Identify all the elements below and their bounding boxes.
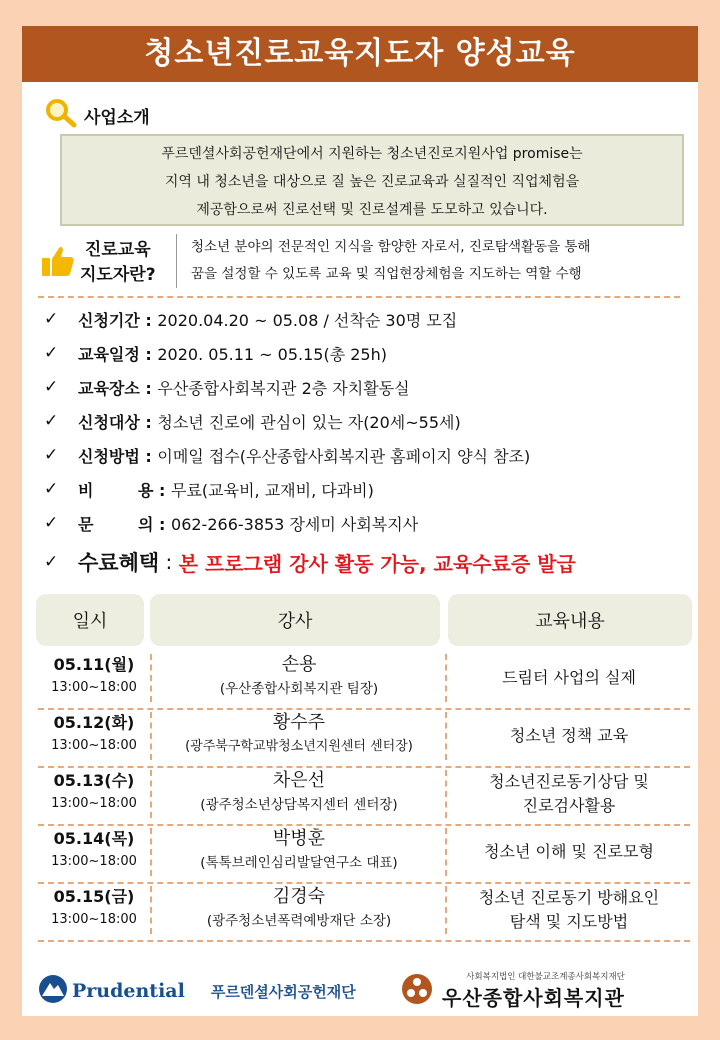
row-date: [38, 710, 150, 762]
mentor-label-line: 지도자란?: [80, 265, 156, 285]
check-icon: ✓: [44, 343, 59, 363]
wusan-name: 우산종합사회복지관: [442, 986, 625, 1010]
row-date: [38, 768, 150, 820]
info-item-cost: [44, 472, 684, 506]
check-icon: ✓: [44, 309, 59, 329]
lecturer-name: 손용: [281, 654, 317, 675]
prudential-logo: [38, 974, 356, 1008]
row-content: 청소년진로동기상담 및 진로검사활용: [489, 772, 649, 815]
cell-divider: [445, 828, 447, 876]
lecturer-name: 차은선: [272, 770, 326, 791]
info-item-contact: [44, 506, 684, 540]
check-icon: ✓: [44, 513, 59, 533]
lecturer-name: 황수주: [272, 712, 326, 733]
benefit-value: 본 프로그램 강사 활동 가능, 교육수료증 발급: [178, 551, 576, 576]
table-header-content: 교육내용: [448, 594, 692, 646]
poster-title: 청소년진로교육지도자 양성교육: [22, 26, 698, 82]
prudential-brand: Prudential: [72, 980, 185, 1002]
row-content: 청소년 이해 및 진로모형: [484, 842, 654, 861]
info-value: 우산종합사회복지관 2층 자치활동실: [157, 378, 410, 398]
row-content: 청소년 정책 교육: [509, 726, 629, 745]
cell-divider: [150, 828, 152, 876]
date-text: 05.11(월): [53, 655, 135, 674]
table-row: [38, 768, 690, 826]
divider: [38, 296, 680, 298]
info-item-period: [44, 302, 684, 336]
intro-line: 푸르덴셜사회공헌재단에서 지원하는 청소년진로지원사업 promise는: [161, 146, 583, 162]
intro-heading-label: 사업소개: [84, 107, 150, 128]
info-key: 교육일정 :: [78, 344, 158, 364]
info-key: 교육장소 :: [78, 378, 158, 398]
info-key: 비 용 :: [78, 480, 172, 500]
row-date: [38, 884, 150, 936]
cell-divider: [150, 886, 152, 934]
info-value: 이메일 접수(우산종합사회복지관 홈페이지 양식 참조): [157, 446, 531, 466]
info-value: 2020.04.20 ~ 05.08 / 선착순 30명 모집: [157, 310, 458, 330]
mentor-label-line: 진로교육: [84, 240, 151, 260]
time-text: 13:00~18:00: [51, 738, 137, 753]
mentor-description: [176, 234, 700, 288]
wusan-parent: 사회복지법인 대한불교조계종사회복지재단: [466, 972, 625, 982]
date-text: 05.15(금): [53, 887, 135, 906]
info-key: 신청방법 :: [78, 446, 158, 466]
intro-box: [60, 134, 684, 226]
date-text: 05.14(목): [53, 829, 135, 848]
info-list: [44, 302, 684, 584]
cell-divider: [150, 770, 152, 818]
lecturer-org: (광주청소년폭력예방재단 소장): [206, 913, 392, 929]
check-icon: ✓: [44, 479, 59, 499]
row-lecturer: [154, 768, 444, 816]
info-value: 청소년 진로에 관심이 있는 자(20세~55세): [157, 412, 461, 432]
table-header-date: 일시: [36, 594, 144, 646]
check-icon: ✓: [44, 377, 59, 397]
info-key: 문 의 :: [78, 514, 172, 534]
date-text: 05.13(수): [53, 771, 135, 790]
lecturer-name: 박병훈: [272, 828, 326, 849]
poster: [22, 26, 698, 1016]
check-icon: ✓: [44, 445, 59, 465]
time-text: 13:00~18:00: [51, 680, 137, 695]
mentor-desc-line: 청소년 분야의 전문적인 지식을 함양한 자로서, 진로탐색활동을 통해: [191, 239, 591, 255]
cell-divider: [445, 770, 447, 818]
info-value: 062-266-3853 장세미 사회복지사: [171, 514, 419, 534]
table-row: [38, 884, 690, 942]
table-row: [38, 652, 690, 710]
table-header-lecturer: 강사: [150, 594, 440, 646]
row-content: 드림터 사업의 실제: [502, 668, 636, 687]
lecturer-org: (광주청소년상담복지센터 센터장): [200, 797, 398, 813]
lecturer-org: (광주북구학교밖청소년지원센터 센터장): [185, 739, 413, 754]
time-text: 13:00~18:00: [51, 796, 137, 811]
intro-line: 지역 내 청소년을 대상으로 질 높은 진로교육과 실질적인 직업체험을: [164, 174, 580, 190]
cell-divider: [150, 712, 152, 760]
row-date: [38, 826, 150, 878]
intro-line: 제공함으로써 진로선택 및 진로설계를 도모하고 있습니다.: [196, 202, 548, 218]
info-key: 신청기간 :: [78, 310, 158, 330]
time-text: 13:00~18:00: [51, 854, 137, 869]
table-row: [38, 710, 690, 768]
cell-divider: [445, 654, 447, 702]
wusan-logo: [400, 970, 625, 1011]
cell-divider: [150, 654, 152, 702]
check-icon: ✓: [44, 411, 59, 431]
date-text: 05.12(화): [53, 713, 135, 732]
info-item-method: [44, 438, 684, 472]
magnifier-icon: [44, 98, 78, 132]
info-item-target: [44, 404, 684, 438]
mentor-desc-line: 꿈을 설정할 수 있도록 교육 및 직업현장체험을 지도하는 역할 수행: [191, 266, 582, 282]
row-content: 청소년 진로동기 방해요인 탐색 및 지도방법: [478, 888, 660, 931]
row-lecturer: [154, 884, 444, 932]
wusan-emblem-icon: [400, 972, 434, 1010]
cell-divider: [445, 712, 447, 760]
time-text: 13:00~18:00: [51, 912, 137, 927]
row-date: [38, 652, 150, 704]
rock-logo-icon: [38, 974, 68, 1008]
lecturer-name: 김경숙: [272, 886, 326, 907]
info-value: 무료(교육비, 교재비, 다과비): [171, 480, 374, 500]
table-row: [38, 826, 690, 884]
mentor-label: [80, 238, 156, 288]
row-divider: [38, 940, 690, 942]
info-item-place: [44, 370, 684, 404]
benefit-sep: :: [159, 550, 179, 574]
row-lecturer: [154, 652, 444, 700]
mentor-section: [40, 234, 690, 292]
info-item-benefit: [44, 540, 684, 584]
row-lecturer: [154, 826, 444, 874]
row-lecturer: [154, 710, 444, 758]
info-key: 신청대상 :: [78, 412, 158, 432]
footer: [22, 966, 698, 1016]
intro-heading: [44, 98, 150, 132]
benefit-key: 수료혜택: [78, 551, 160, 575]
lecturer-org: (톡톡브레인심리발달연구소 대표): [200, 855, 398, 871]
info-item-schedule: [44, 336, 684, 370]
foundation-name: 푸르덴셜사회공헌재단: [210, 982, 356, 1001]
check-icon: ✓: [44, 552, 59, 572]
lecturer-org: (우산종합사회복지관 팀장): [219, 681, 379, 697]
thumbs-up-icon: [40, 244, 76, 282]
cell-divider: [445, 886, 447, 934]
info-value: 2020. 05.11 ~ 05.15(총 25h): [157, 344, 387, 364]
